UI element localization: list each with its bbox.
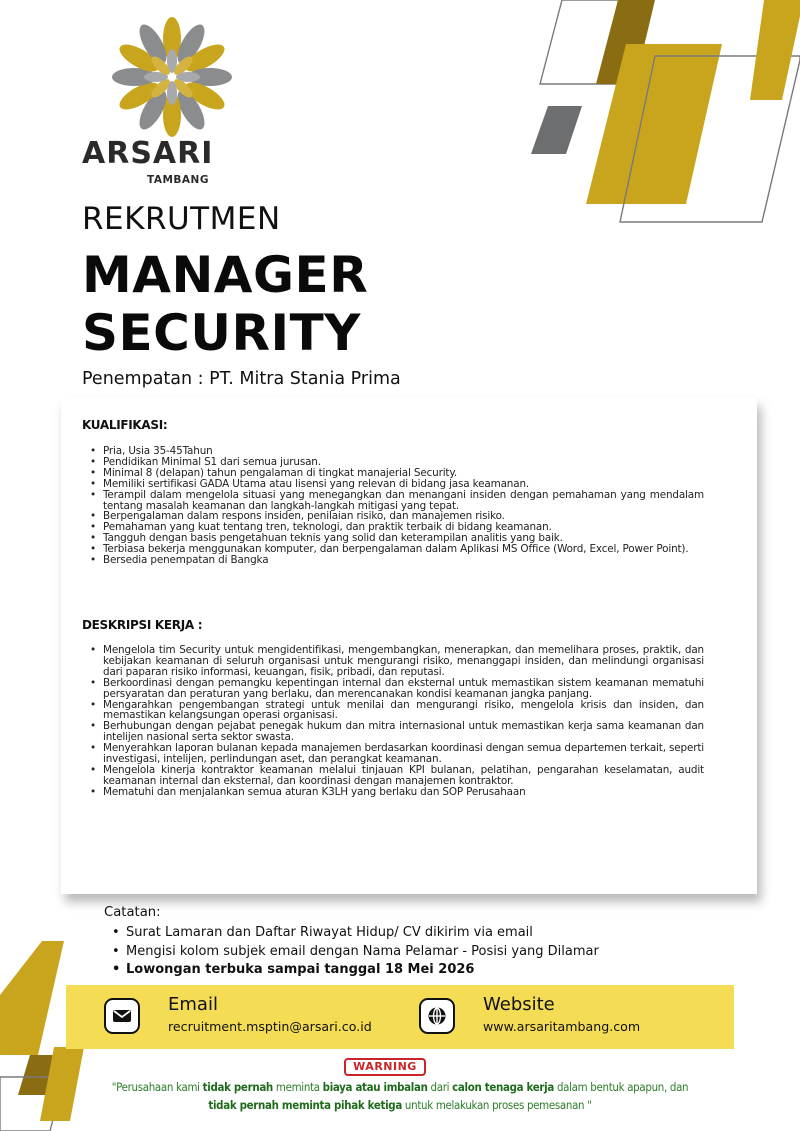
email-address-link[interactable]: recruitment.msptin@arsari.co.id (168, 1019, 372, 1034)
job-title (82, 246, 368, 362)
decorative-shapes-top-right (500, 0, 800, 240)
email-label: Email (168, 994, 218, 1015)
list-item: • Pria, Usia 35-45Tahun (88, 446, 704, 457)
list-item: • Terbiasa bekerja menggunakan komputer, dan berpengalaman dalam Aplikasi MS Office (Word, Excel, Power Point). (88, 544, 704, 555)
job-description-heading: DESKRIPSI KERJA : (82, 618, 203, 632)
notes-heading: Catatan: (104, 905, 161, 920)
placement-text: Penempatan : PT. Mitra Stania Prima (82, 369, 401, 389)
contact-bar (66, 985, 734, 1049)
brand-name: ARSARI (82, 136, 214, 171)
list-item: • Mengelola kinerja kontraktor keamanan melalui tinjauan KPI bulanan, pelatihan, pengarahan keselamatan, audit keamanan internal dan eksternal, dan koordinasi dengan manajemen kontraktor. (88, 765, 704, 787)
disclaimer-part: untuk melakukan proses pemesanan " (401, 1098, 592, 1112)
note-item-deadline: • Lowongan terbuka sampai tanggal 18 Mei 2026 (110, 961, 599, 980)
brand-subname: TAMBANG (147, 174, 209, 186)
list-item: • Berhubungan dengan pejabat penegak hukum dan mitra internasional untuk memastikan kerja sama keamanan dan intelijen nasional serta sektor swasta. (88, 721, 704, 743)
list-item: • Menyerahkan laporan bulanan kepada manajemen berdasarkan koordinasi dengan semua departemen terkait, seperti investigasi, intelijen, perlindungan aset, dan perangkat keamanan. (88, 743, 704, 765)
qualifications-heading: KUALIFIKASI: (82, 418, 168, 432)
recruitment-kicker: REKRUTMEN (82, 201, 281, 237)
disclaimer-part: meminta (272, 1080, 323, 1094)
disclaimer-part: "Perusahaan kami (111, 1080, 203, 1094)
disclaimer-emphasis: calon tenaga kerja (452, 1080, 554, 1094)
list-item: • Memiliki sertifikasi GADA Utama atau lisensi yang relevan di bidang jasa keamanan. (88, 479, 704, 490)
website-label: Website (483, 994, 555, 1015)
list-item: • Terampil dalam mengelola situasi yang menegangkan dan menangani insiden dengan pemahaman yang mendalam tentang masalah keamanan dan langkah-langkah mitigasi yang tepat. (88, 490, 704, 512)
list-item: • Tangguh dengan basis pengetahuan teknis yang solid dan keterampilan analitis yang baik. (88, 533, 704, 544)
website-link[interactable]: www.arsaritambang.com (483, 1019, 641, 1034)
envelope-icon (104, 998, 140, 1034)
job-description-list (88, 645, 704, 798)
qualifications-list (88, 446, 704, 566)
list-item: • Bersedia penempatan di Bangka (88, 555, 704, 566)
job-title-line-1: MANAGER (82, 246, 369, 304)
note-item: • Mengisi kolom subjek email dengan Nama Pelamar - Posisi yang Dilamar (110, 943, 599, 962)
disclaimer-part: dalam bentuk apapun, dan (553, 1080, 689, 1094)
globe-icon (419, 998, 455, 1034)
disclaimer-text (60, 1078, 740, 1114)
list-item: • Berpengalaman dalam respons insiden, penilaian risiko, dan manajemen risiko. (88, 511, 704, 522)
warning-badge: WARNING (344, 1058, 426, 1076)
disclaimer-emphasis: tidak pernah meminta pihak ketiga (208, 1098, 402, 1112)
notes-list (110, 924, 599, 980)
list-item: • Mematuhi dan menjalankan semua aturan K3LH yang berlaku dan SOP Perusahaan (88, 787, 704, 798)
note-item: • Surat Lamaran dan Daftar Riwayat Hidup/ CV dikirim via email (110, 924, 599, 943)
job-title-line-2: SECURITY (82, 304, 361, 362)
list-item: • Pemahaman yang kuat tentang tren, teknologi, dan praktik terbaik di bidang keamanan. (88, 522, 704, 533)
arsari-logo-flower (108, 14, 236, 140)
disclaimer-emphasis: biaya atau imbalan (322, 1080, 428, 1094)
list-item: • Mengelola tim Security untuk mengidentifikasi, mengembangkan, menerapkan, dan memelihara proses, praktik, dan kebijakan keamanan di seluruh organisasi untuk mengurangi risiko, menanggapi insiden, dan melindungi organisasi dari paparan risiko informasi, keuangan, fisik, pribadi, dan reputasi. (88, 645, 704, 678)
disclaimer-part: dari (427, 1080, 453, 1094)
list-item: • Pendidikan Minimal S1 dari semua jurusan. (88, 457, 704, 468)
list-item: • Minimal 8 (delapan) tahun pengalaman di tingkat manajerial Security. (88, 468, 704, 479)
list-item: • Berkoordinasi dengan pemangku kepentingan internal dan eksternal untuk memastikan sistem keamanan mematuhi persyaratan dan peraturan yang berlaku, dan merencanakan kondisi keamanan jangka panjang. (88, 678, 704, 700)
list-item: • Mengarahkan pengembangan strategi untuk menilai dan mengurangi risiko, mengelola krisis dan insiden, dan memastikan kelangsungan operasi organisasi. (88, 700, 704, 722)
disclaimer-emphasis: tidak pernah (202, 1080, 273, 1094)
